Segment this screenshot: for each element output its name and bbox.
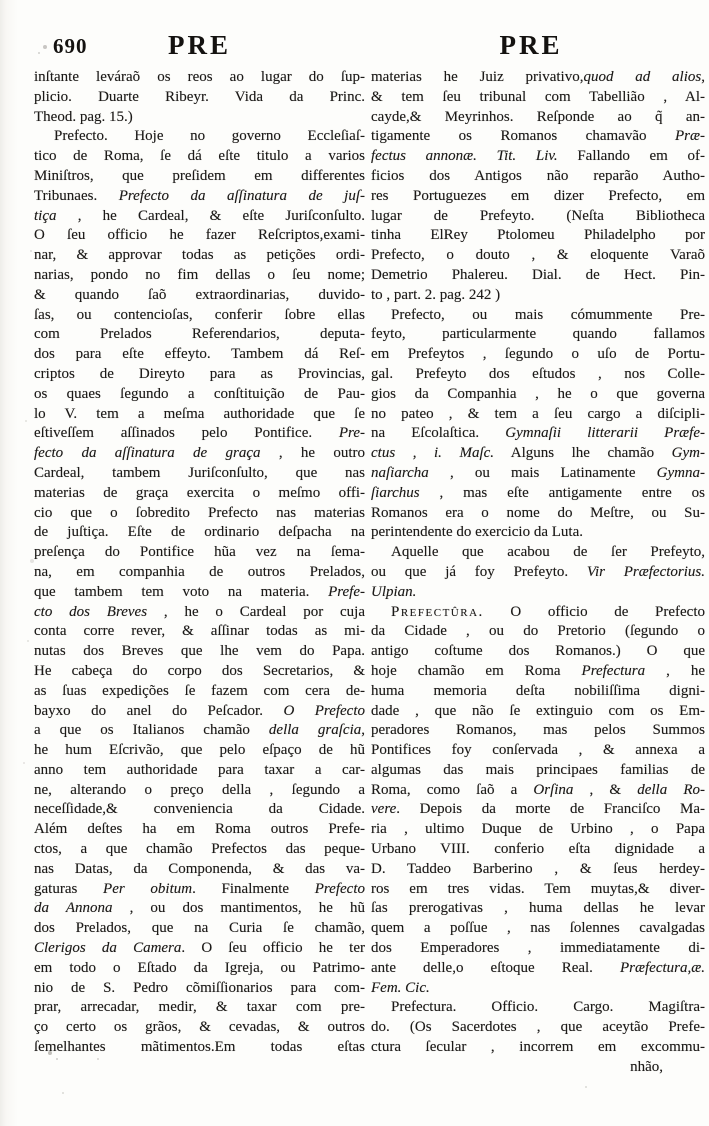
text-line: em Prefeytos , ſegundo o uſo de Portu- <box>371 346 705 363</box>
text-line: na, em companhia de outros Prelados, <box>34 563 365 580</box>
text-line: naſiarcha , ou mais Latinamente Gymna- <box>371 464 705 481</box>
text-line: neceſſidade,& conveniencia da Cidade. <box>34 801 365 818</box>
text-line: em todo o Eſtado da Igreja, ou Patrimo- <box>34 959 365 976</box>
text-line: Prefecto, o douto , & eloquente Varaõ <box>371 247 705 264</box>
text-line: gios da Companhia , he o que governa <box>371 385 705 402</box>
text-line: dos Prelados, que na Curia ſe chamão, <box>34 920 365 937</box>
text-line: algumas das mais principaes familias de <box>371 761 705 778</box>
text-line: nar, & approvar todas as petições ordi- <box>34 247 365 264</box>
text-line: dade , que não ſe extinguio com os Em- <box>371 702 705 719</box>
paper-speckles <box>0 0 2 2</box>
text-line: Prefectura. Officio. Cargo. Magiſtra- <box>391 999 705 1016</box>
text-line: vere. Depois da morte de Franciſco Ma- <box>371 801 705 818</box>
text-line: he hum Eſcrivão, que pelo eſpaço de hũ <box>34 742 365 759</box>
text-line: na Eſcolaſtica. Gymnaſii litterarii Præfe- <box>371 425 705 442</box>
text-line: ne, alterando o preço della , ſegundo a <box>34 781 365 798</box>
text-line: ria , ultimo Duque de Urbino , o Papa <box>371 821 705 838</box>
text-line: ante delle,o eſtoque Real. Præfectura,æ. <box>371 959 705 976</box>
text-line: & quando ſaõ extraordinarias, duvido- <box>34 286 365 303</box>
text-line: materias he Juiz privativo,quod ad alios, <box>371 69 705 85</box>
text-line: inſtante leváraõ os reos ao lugar do ſup- <box>34 69 365 85</box>
text-line: Além deſtes ha em Roma outros Prefe- <box>34 821 365 838</box>
text-line: ço certo os grãos, & cevadas, & outros <box>34 1019 365 1036</box>
text-line: da Cidade , ou do Pretorio (ſegundo o <box>371 623 705 640</box>
text-line: Demetrio Phalereu. Dial. de Hect. Pin- <box>371 266 705 283</box>
text-line: to , part. 2. pag. 242 ) <box>371 286 501 303</box>
text-line: ctura ſecular , incorrem em excommu- <box>371 1039 705 1056</box>
text-line: feyto, particularmente quando fallamos <box>371 326 705 343</box>
text-line: criptos de Direyto para as Provincias, <box>34 365 365 382</box>
text-line: fectus annonæ. Tit. Liv. Fallando em of- <box>371 148 705 165</box>
text-line: Aquelle que acabou de ſer Prefeyto, <box>391 544 705 561</box>
text-line: nio de S. Pedro cõmiſſionarios para com- <box>34 979 365 996</box>
text-line: fecto da aſſinatura de graça , he outro <box>34 445 365 462</box>
page-number: 690 <box>53 34 88 58</box>
text-line: antigo coſtume dos Romanos.) O que <box>371 643 705 660</box>
text-line: ſiarchus , mas eſte antigamente entre os <box>371 484 705 501</box>
text-line: ctos, a que chamão Prefectos das peque- <box>34 841 365 858</box>
text-line: Urbano VIII. conferio eſta dignidade a <box>371 841 705 858</box>
text-line: nutas dos Breves que lhe vem do Papa. <box>34 643 365 660</box>
running-header-left: PRE <box>168 30 231 60</box>
text-line: eſtiveſſem aſſinados pelo Pontifice. Pre- <box>34 425 365 442</box>
text-line: & tem ſeu tribunal com Tabellião , Al- <box>371 88 705 105</box>
text-line: hoje chamão em Roma Prefectura , he <box>371 662 705 679</box>
text-line: tico de Roma, ſe dá eſte titulo a varios <box>34 148 365 165</box>
text-line: D. Taddeo Barberino , & ſeus herdey- <box>371 860 705 877</box>
catchword: nhão, <box>630 1058 663 1075</box>
text-line: dos para eſte effeyto. Tambem dá Reſ- <box>34 346 365 363</box>
text-line: de juſtiça. Eſte de ordinario deſpacha na <box>34 524 365 541</box>
text-line: O ſeu officio he fazer Reſcriptos,exami- <box>34 227 365 244</box>
text-line: Prefecto. Hoje no governo Eccleſiaſ- <box>54 128 365 145</box>
text-line: peradores Romanos, mas pelos Summos <box>371 722 705 739</box>
text-line: ros em tres vidas. Tem muytas,& diver- <box>371 880 705 897</box>
text-line: Prefecto, ou mais cómummente Pre- <box>391 306 705 323</box>
text-line: os quaes ſegundo a conſtituição de Pau- <box>34 385 365 402</box>
text-line: a que os Italianos chamão della graſcia, <box>34 722 365 739</box>
text-line: Clerigos da Camera. O ſeu officio he ter <box>34 940 365 957</box>
text-line: Romanos era o nome do Meſtre, ou Su- <box>371 504 705 521</box>
text-line: ſemelhantes mãtimentos.Em todas eſtas <box>34 1039 365 1056</box>
text-line: Roma, como ſaõ a Orſina , & della Ro- <box>371 781 705 798</box>
text-line: gaturas Per obitum. Finalmente Prefecto <box>34 880 365 897</box>
text-line: tiça , he Cardeal, & eſte Juriſconſulto. <box>34 207 365 224</box>
text-line: anno tem authoridade para taxar a car- <box>34 761 365 778</box>
text-line: He cabeça do corpo dos Secretarios, & <box>34 662 365 679</box>
text-line: dos Emperadores , immediatamente di- <box>371 940 705 957</box>
text-line: plicio. Duarte Ribeyr. Vida da Princ. <box>34 88 365 105</box>
text-line: as ſuas expedições ſe fazem com cera de- <box>34 682 365 699</box>
small-caps-headword: Prefectûra. <box>391 603 484 620</box>
text-line: no pateo , & tem a ſeu cargo a diſcipli- <box>371 405 705 422</box>
text-line: com Prelados Referendarios, deputa- <box>34 326 365 343</box>
text-line: Pontifices foy conſervada , & annexa a <box>371 742 705 759</box>
text-line: Tribunaes. Prefecto da aſſinatura de juſ- <box>34 187 365 204</box>
text-line: ficios dos Antigos não reparão Autho- <box>371 167 705 184</box>
text-line: Prefectûra. O officio de Prefecto <box>391 603 705 620</box>
text-line: cto dos Breves , he o Cardeal por cuja <box>34 603 365 620</box>
text-line: tinha ElRey Ptolomeu Philadelpho por <box>371 227 705 244</box>
text-columns <box>34 68 707 1078</box>
text-line: ctus , i. Maſc. Alguns lhe chamão Gym- <box>371 445 705 462</box>
text-line: tigamente os Romanos chamavão Præ- <box>371 128 705 145</box>
text-line: cayde,& Meyrinhos. Reſponde ao q̃ an- <box>371 108 705 125</box>
text-line: Miniſtros, que preſidem em differentes <box>34 167 365 184</box>
text-line: Fem. Cic. <box>371 979 430 996</box>
text-line: ou que já foy Prefeyto. Vir Præfectorius. <box>371 563 705 580</box>
text-line: gal. Prefeyto dos eſtudos , nos Colle- <box>371 365 705 382</box>
text-line: quem a poſſue , nas ſolennes cavalgadas <box>371 920 705 937</box>
text-line: lugar de Prefeyto. (Neſta Bibliotheca <box>371 207 705 224</box>
column-left <box>34 68 365 1078</box>
text-line: cio que o ſobredito Prefecto nas materias <box>34 504 365 521</box>
text-line: lo V. tem a meſma authoridade que ſe <box>34 405 365 422</box>
text-line: prar, arrecadar, medir, & taxar com pre- <box>34 999 365 1016</box>
text-line: ſas, ou contencioſas, conferir ſobre ellas <box>34 306 365 323</box>
text-line: res Portuguezes em dizer Prefecto, em <box>371 187 705 204</box>
text-line: nas Datas, da Componenda, & das va- <box>34 860 365 877</box>
text-line: da Annona , ou dos mantimentos, he hũ <box>34 900 365 917</box>
text-line: Ulpian. <box>371 583 417 600</box>
column-right <box>371 68 705 1078</box>
text-line: bayxo do anel do Peſcador. O Prefecto <box>34 702 365 719</box>
text-line: perintendente do exercicio da Luta. <box>371 524 583 541</box>
running-header-right: PRE <box>499 30 563 60</box>
text-line: huma memoria deſta nobiliſſima digni- <box>371 682 705 699</box>
text-line: narias, pondo no fim dellas o ſeu nome; <box>34 266 365 283</box>
running-header <box>34 30 707 66</box>
text-line: Theod. pag. 15.) <box>34 108 133 125</box>
text-line: ſas prerogativas , huma dellas he levar <box>371 900 705 917</box>
text-line: que tambem tem voto na materia. Prefe- <box>34 583 365 600</box>
text-line: preſença do Pontifice hũa vez na ſema- <box>34 544 365 561</box>
text-line: do. (Os Sacerdotes , que aceytão Prefe- <box>371 1019 705 1036</box>
text-line: Cardeal, tambem Juriſconſulto, que nas <box>34 464 365 481</box>
text-line: materias de graça exercita o meſmo offi- <box>34 484 365 501</box>
text-line: conta corre rever, & aſſinar todas as mi- <box>34 623 365 640</box>
